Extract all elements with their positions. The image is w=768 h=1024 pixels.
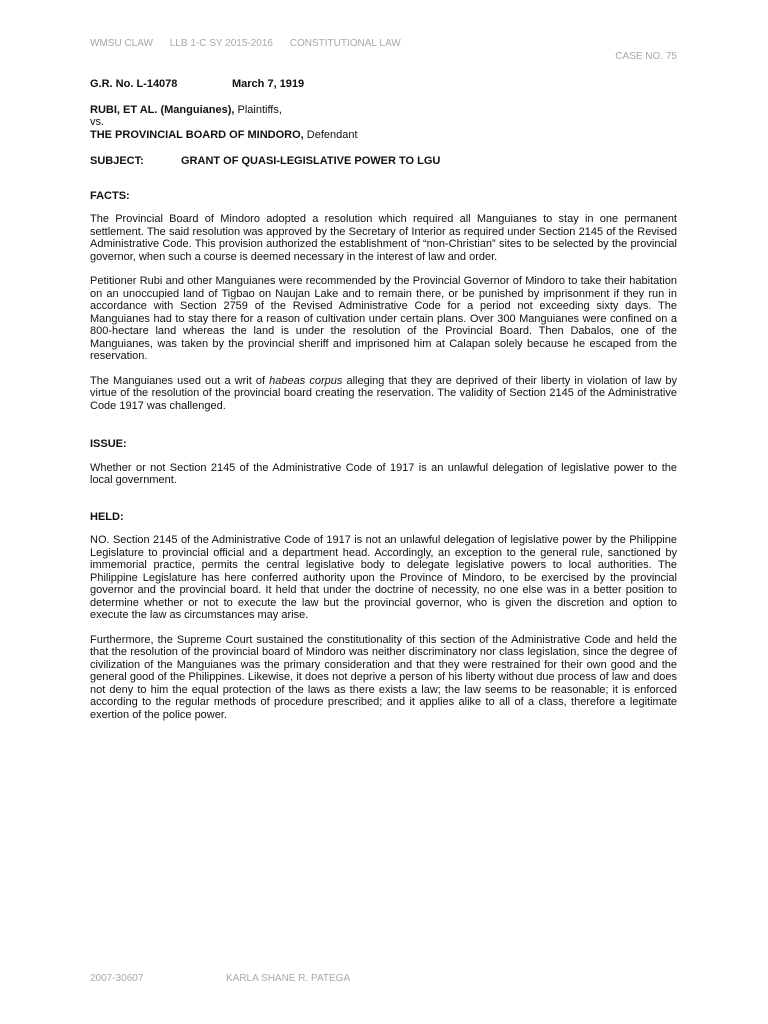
issue-paragraph: Whether or not Section 2145 of the Administrative Code of 1917 is an unlawful delegation of legislative power to the local government. <box>90 461 677 486</box>
header-school: WMSU CLAW <box>90 38 153 49</box>
case-parties <box>90 104 677 142</box>
subject-label: SUBJECT: <box>90 155 144 167</box>
case-citation <box>90 78 677 91</box>
issue-heading: ISSUE: <box>90 438 127 450</box>
held-heading: HELD: <box>90 510 124 523</box>
plaintiffs-name: RUBI, ET AL. (Manguianes), <box>90 103 235 116</box>
facts-paragraph: Petitioner Rubi and other Manguianes were recommended by the Provincial Governor of Mindoro to take their habitation on an unoccupied land of Tigbao on Naujan Lake and to remain there, or be punished by imprisonment if they run in accordance with Section 2759 of the Revised Administrative Code for a period not exceeding sixty days. The Manguianes had to stay there for a reason of cultivation under certain plans. Over 300 Manguianes were confined on a 800-hectare land whereas the land is under the resolution of the Provincial Board. Then Dabalos, one of the Manguianes, was taken by the provincial sheriff and imprisoned him at Calapan solely because he escaped from the reservation. <box>90 275 677 362</box>
footer-student-no: 2007-30607 <box>90 973 144 984</box>
facts-text: alleging that they are deprived of their liberty in violation of law by virtue of the resolution of the provincial board creating the reservation. The validity of Section 2145 of the Administrative Code 1917 was challenged. <box>90 374 677 412</box>
case-digest-body <box>90 78 677 721</box>
defendant-role: Defendant <box>303 128 358 141</box>
defendant-line <box>90 129 677 142</box>
decision-date: March 7, 1919 <box>232 78 305 90</box>
header-subject: CONSTITUTIONAL LAW <box>289 38 401 49</box>
facts-heading: FACTS: <box>90 189 130 202</box>
header-case-no: CASE NO. 75 <box>615 51 677 62</box>
subject-text: GRANT OF QUASI-LEGISLATIVE POWER TO LGU <box>181 155 441 167</box>
gr-number: G.R. No. L-14078 <box>90 78 178 90</box>
subject-line <box>90 155 677 168</box>
held-paragraph: NO. Section 2145 of the Administrative Code of 1917 is not an unlawful delegation of legislative power by the Philippine Legislature to provincial official and a department head. Accordingly, an exception to the general rule, sanctioned by immemorial practice, permits the central legislative body to delegate legislative powers to local authorities. The Philippine Legislature has here conferred authority upon the Province of Mindoro, to be exercised by the provincial governor and the provincial board. It held that under the doctrine of necessity, no one else was in a better position to determine whether or not to execute the law but the provincial governor, who is given the discretion and option to execute the law as circumstances may arise. <box>90 534 677 621</box>
facts-paragraph <box>90 375 677 413</box>
versus-line: vs. <box>90 116 105 128</box>
defendant-name: THE PROVINCIAL BOARD OF MINDORO, <box>90 128 304 141</box>
habeas-corpus-term: habeas corpus <box>269 374 343 387</box>
running-header <box>90 38 415 49</box>
held-paragraph: Furthermore, the Supreme Court sustained the constitutionality of this section of the Administrative Code and held the that the resolution of the provincial board of Mindoro was neither discriminatory nor class legislation, since the degree of civilization of the Manguianes was the primary consideration and that they were restrained for their own good and the general good of the Philippines. Likewise, it does not deprive a person of his liberty without due process of law and does not deny to him the equal protection of the laws as there exists a law; the law seems to be reasonable; it is enforced according to the regular methods of procedure prescribed; and it applies alike to all of a class, therefore a legitimate exertion of the police power. <box>90 633 677 721</box>
facts-paragraph: The Provincial Board of Mindoro adopted a resolution which required all Manguianes to stay in one permanent settlement. The said resolution was approved by the Secretary of Interior as required under Section 2145 of the Revised Administrative Code. This provision authorized the establishment of “non-Christian” sites to be selected by the provincial governor, when such a course is deemed necessary in the interest of law and order. <box>90 213 677 263</box>
facts-text: The Manguianes used out a writ of <box>90 374 270 387</box>
plaintiffs-line <box>90 104 677 117</box>
footer-author: KARLA SHANE R. PATEGA <box>226 973 351 984</box>
plaintiffs-role: Plaintiffs, <box>234 103 282 116</box>
header-class-year: LLB 1-C SY 2015-2016 <box>169 38 273 49</box>
